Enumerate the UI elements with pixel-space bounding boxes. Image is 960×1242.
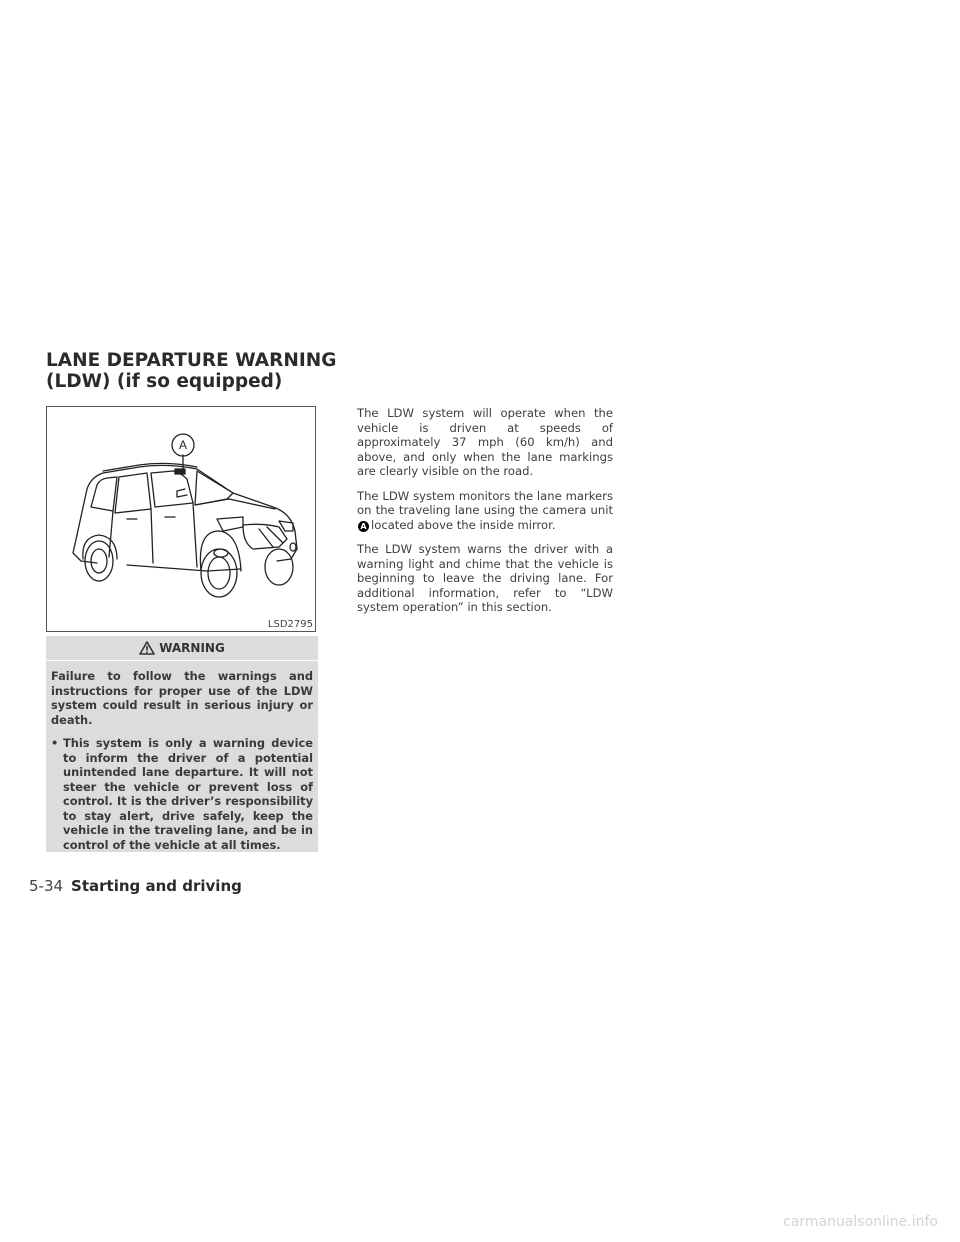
page-number: 5-34: [29, 877, 64, 895]
page-footer: [29, 877, 242, 895]
car-illustration: [47, 407, 315, 631]
body-paragraph-1: The LDW system will operate when the vehicle is driven at speeds of approximately 37 mph (60 km/h) and above, and only when the lane markings are clearly visible on the road.: [357, 406, 613, 478]
chapter-title: Starting and driving: [71, 877, 242, 895]
warning-triangle-icon: [139, 641, 155, 655]
callout-a-icon: A: [358, 521, 369, 532]
figure-camera-location: [46, 406, 316, 632]
warning-bullet: [51, 736, 313, 852]
body-column: [357, 406, 613, 625]
figure-code: LSD2795: [267, 619, 313, 630]
body-paragraph-2: [357, 489, 613, 533]
figure-callout-label: A: [178, 438, 188, 452]
body-paragraph-3: The LDW system warns the driver with a warning light and chime that the vehicle is beginning to leave the driving lane. For additional information, refer to “LDW system operation” in this section.: [357, 542, 613, 614]
warning-bullet-text: This system is only a warning device to inform the driver of a potential unintended lane departure. It will not steer the vehicle or prevent loss of control. It is the driver’s responsibility to stay alert, drive safely, keep the vehicle in the traveling lane, and be in control of the vehicle at all times.: [63, 736, 313, 852]
warning-header: [51, 636, 313, 660]
paragraph-2-text-start: The LDW system monitors the lane markers on the traveling lane using the camera unit: [357, 488, 613, 517]
paragraph-2-text-end: located above the inside mirror.: [371, 517, 556, 532]
warning-text: Failure to follow the warnings and instructions for proper use of the LDW system could result in serious injury or death.: [51, 669, 313, 727]
warning-box: [46, 636, 318, 852]
section-title: LANE DEPARTURE WARNING (LDW) (if so equipped): [46, 350, 337, 392]
warning-divider: [46, 660, 318, 661]
watermark: carmanualsonline.info: [783, 1214, 938, 1230]
warning-heading: WARNING: [159, 641, 225, 655]
bullet-mark: •: [51, 736, 59, 750]
